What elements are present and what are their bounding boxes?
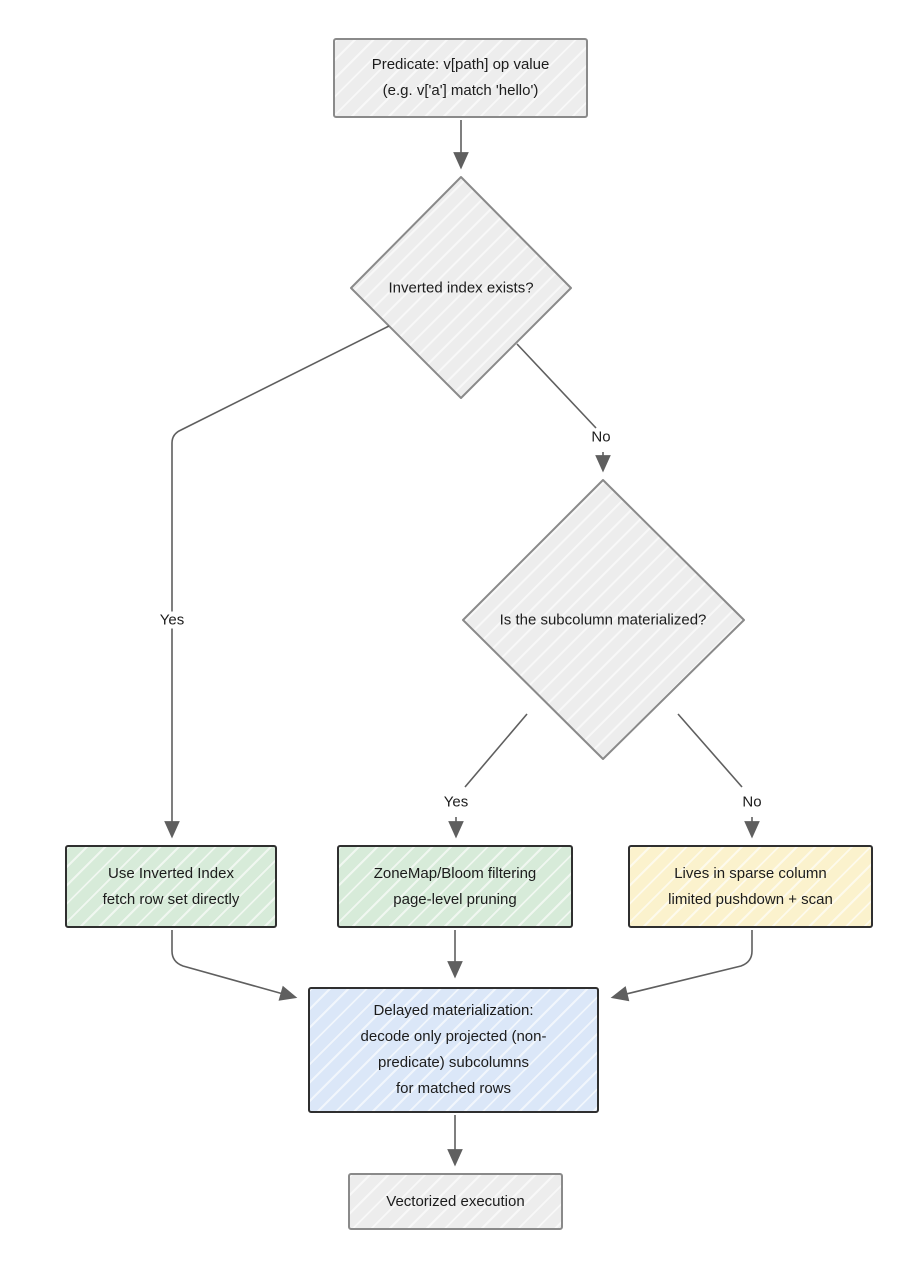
line-materialized-no — [678, 714, 742, 787]
node-vectorized-execution-line1: Vectorized execution — [386, 1192, 525, 1210]
arrow-use-index-to-delayed — [172, 930, 294, 997]
node-predicate-line2: (e.g. v['a'] match 'hello') — [382, 82, 539, 99]
node-zonemap-bloom-line2: page-level pruning — [393, 890, 517, 908]
node-sparse-column-line1: Lives in sparse column — [674, 864, 827, 882]
line-inverted-index-no — [517, 344, 596, 428]
edge-label-materialized-yes: Yes — [439, 794, 473, 811]
node-sparse-column-line2: limited pushdown + scan — [668, 890, 833, 908]
edge-label-inverted-no: No — [586, 429, 615, 446]
node-delayed-materialization — [308, 987, 599, 1113]
node-use-inverted-index-line2: fetch row set directly — [102, 890, 240, 908]
node-zonemap-bloom-line1: ZoneMap/Bloom filtering — [373, 864, 537, 882]
node-inverted-index-exists-label: Inverted index exists? — [388, 279, 534, 297]
node-delayed-materialization-line3: predicate) subcolumns — [378, 1054, 529, 1071]
node-delayed-materialization-line1: Delayed materialization: — [373, 1002, 534, 1019]
arrow-inverted-index-yes-to-use-index — [172, 326, 389, 835]
node-sparse-column — [628, 845, 873, 928]
node-predicate — [333, 38, 588, 118]
node-delayed-materialization-line2: decode only projected (non- — [360, 1028, 547, 1045]
edge-label-materialized-no: No — [737, 794, 766, 811]
node-zonemap-bloom — [337, 845, 573, 928]
node-subcolumn-materialized-label: Is the subcolumn materialized? — [499, 611, 707, 629]
edge-label-inverted-yes: Yes — [155, 612, 189, 629]
line-materialized-yes — [465, 714, 527, 787]
arrow-sparse-to-delayed — [614, 930, 752, 997]
node-use-inverted-index-line1: Use Inverted Index — [108, 864, 234, 882]
node-predicate-line1: Predicate: v[path] op value — [371, 56, 550, 73]
node-vectorized-execution — [348, 1173, 563, 1230]
node-use-inverted-index — [65, 845, 277, 928]
node-delayed-materialization-line4: for matched rows — [395, 1080, 512, 1097]
